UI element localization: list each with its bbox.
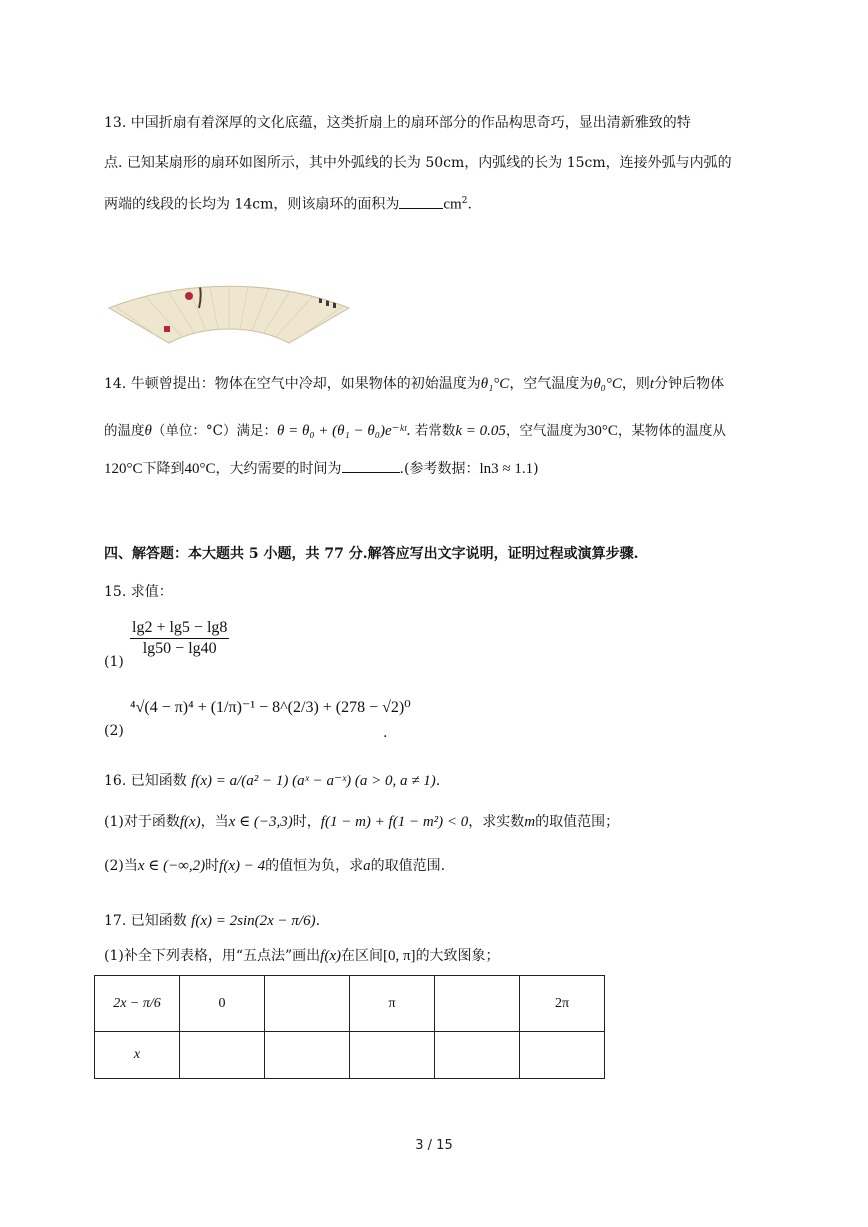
q15-part1-denominator: lg50 − lg40 xyxy=(142,640,217,657)
table-cell[interactable]: 2π xyxy=(520,976,605,1032)
q13-line2: 点. 已知某扇形的扇环如图所示，其中外弧线的长为 50cm，内弧线的长为 15cm，连接外弧与内弧的 xyxy=(104,155,732,171)
q17-function: f(x) = 2sin(2x − π/6) xyxy=(191,913,316,929)
q17-title: 17. 已知函数 f(x) = 2sin(2x − π/6). xyxy=(104,913,321,929)
q16-part1: (1)对于函数f(x)，当x ∈ (−3,3)时，f(1 − m) + f(1 − m²) < 0，求实数m的取值范围； xyxy=(104,814,620,830)
table-cell[interactable] xyxy=(435,1032,520,1079)
table-cell[interactable] xyxy=(350,1032,435,1079)
table-cell[interactable] xyxy=(180,1032,265,1079)
table-cell[interactable] xyxy=(265,976,350,1032)
q15-part1-label: (1) xyxy=(104,654,124,670)
q15-part2-end: . xyxy=(383,725,388,741)
q14-line2: 的温度θ（单位：°C）满足：θ = θ₀ + (θ₁ − θ₀)e⁻ᵏᵗ. 若常数k = 0.05，空气温度为30°C，某物体的温度从 xyxy=(104,423,726,439)
table-cell[interactable]: 0 xyxy=(180,976,265,1032)
q15-part2-label: (2) xyxy=(104,723,124,739)
q15-part1-numerator: lg2 + lg5 − lg8 xyxy=(130,618,229,639)
q16-part2: (2)当x ∈ (−∞,2)时f(x) − 4的值恒为负，求a的取值范围. xyxy=(104,858,446,874)
q16-title: 16. 已知函数 f(x) = a/(a² − 1) (aˣ − a⁻ˣ) (a > 0, a ≠ 1). xyxy=(104,773,441,789)
table-header-cell: x xyxy=(95,1032,180,1079)
five-point-table xyxy=(94,975,605,1079)
q17-part1: (1)补全下列表格，用“五点法”画出f(x)在区间[0, π]的大致图象； xyxy=(104,948,500,964)
section-heading: 四、解答题：本大题共 5 小题，共 77 分.解答应写出文字说明，证明过程或演算步骤. xyxy=(104,546,639,562)
q13-line3: 两端的线段的长均为 14cm，则该扇环的面积为 $cm^2$. xyxy=(104,191,472,215)
q15-part2-expression: ⁴√(4 − π)⁴ + (1/π)⁻¹ − 8^(2/3) + (278 − √2)⁰ xyxy=(130,699,411,716)
q16-function: f(x) = a/(a² − 1) (aˣ − a⁻ˣ) (a > 0, a ≠ 1) xyxy=(191,773,436,789)
table-row xyxy=(95,976,605,1032)
table-row xyxy=(95,1032,605,1079)
table-cell[interactable] xyxy=(265,1032,350,1079)
q14-line3: 120°C下降到40°C，大约需要的时间为 .(参考数据：ln3 ≈ 1.1) xyxy=(104,458,539,479)
q15-part1-fraction xyxy=(130,618,229,659)
table-cell[interactable]: π xyxy=(350,976,435,1032)
table-cell[interactable] xyxy=(520,1032,605,1079)
table-cell[interactable] xyxy=(435,976,520,1032)
answer-blank-14 xyxy=(342,458,400,473)
q15-title: 15. 求值： xyxy=(104,584,173,600)
table-header-cell: 2x − π/6 xyxy=(95,976,180,1032)
page-number: 3 / 15 xyxy=(415,1138,453,1153)
fan-image xyxy=(104,228,354,346)
q13-line1: 13. 中国折扇有着深厚的文化底蕴，这类折扇上的扇环部分的作品构思奇巧，显出清新雅致的特 xyxy=(104,115,691,131)
q14-line1: 14. 牛顿曾提出：物体在空气中冷却，如果物体的初始温度为θ₁°C，空气温度为θ₀°C，则t分钟后物体 xyxy=(104,376,725,392)
answer-blank-13 xyxy=(399,194,443,209)
